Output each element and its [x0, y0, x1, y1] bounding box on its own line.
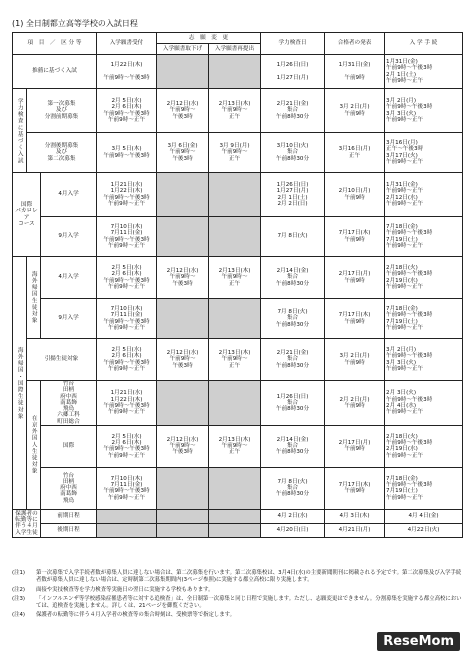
- label-kokusai: 国際 バカロレア コース: [13, 173, 41, 257]
- cell-happyo: 7月17日(木) 午前9時: [325, 467, 385, 509]
- cell-saiteishutsu: 2月13日(木) 午前9時～ 正午: [209, 257, 261, 299]
- cell-happyo: 2月10日(月) 午前9時: [325, 173, 385, 217]
- cell-happyo: 4月21日(月): [325, 523, 385, 537]
- row-zaikyo3: [13, 467, 463, 509]
- cell-tetsuzuki: 4月22日(火): [385, 523, 463, 537]
- cell-kensa: 1月26日(日) 集合 午前8時30分: [261, 381, 325, 426]
- cell-torisage: 3月 6日(金) 午前9時～ 午後3時: [157, 133, 209, 173]
- row-suisen: [13, 55, 463, 89]
- cell-tetsuzuki: 1月31日(金) 午前9時～正午 2月12日(水) 午前9時～正午: [385, 173, 463, 217]
- cell-saiteishutsu: 2月13日(木) 午前9時～ 正午: [209, 339, 261, 381]
- cell-blank: [157, 523, 209, 537]
- note-item: [12, 570, 462, 585]
- schedule-table: [12, 32, 463, 538]
- cell-gansho: 7月10日(木) 7月11日(金) 午前9時～午後3時 午前9時～正午: [97, 217, 157, 257]
- cell-blank: [209, 523, 261, 537]
- cell-kensa: 7月 8日(火): [261, 217, 325, 257]
- cell-blank: [209, 509, 261, 523]
- cell-tetsuzuki: 7月18日(金) 午前9時～午後3時 7月19日(土) 午前9時～正午: [385, 217, 463, 257]
- cell-happyo: 7月17日(木) 午前9時: [325, 299, 385, 339]
- cell-gansho: 1月22日(木) 午前9時～午後3時: [97, 55, 157, 89]
- label-kokusai-apr: 4月入学: [41, 173, 97, 217]
- cell-blank: [209, 217, 261, 257]
- row-hogosha-zenki: [13, 509, 463, 523]
- label-hogosha-kouki: 後期日程: [41, 523, 97, 537]
- header-kensa: 学力検査日: [261, 33, 325, 55]
- cell-kensa: 2月14日(金) 集合 午前8時30分: [261, 425, 325, 467]
- cell-gansho: 7月10日(木) 7月11日(金) 午前9時～午後3時 午前9時～正午: [97, 467, 157, 509]
- cell-blank: [209, 173, 261, 217]
- header-row: [13, 33, 463, 44]
- note-item: [12, 596, 462, 611]
- cell-happyo: 7月17日(木) 午前9時: [325, 217, 385, 257]
- cell-tetsuzuki: 1月31日(金) 午前9時～午後3時 2月 1日(土) 午前9時～正午: [385, 55, 463, 89]
- row-zaikyo1: [13, 381, 463, 426]
- row-zaikyo2: [13, 425, 463, 467]
- note-key: (注2): [12, 586, 26, 593]
- note-text: 面接や実技検査等を学力検査等実施日の翌日に実施する学校もあります。: [36, 586, 214, 593]
- cell-tetsuzuki: 3月 2日(月) 午前9時～午後3時 3月 3日(火) 午前9時～正午: [385, 89, 463, 133]
- note-key: (注3): [12, 595, 26, 602]
- row-ippan1: [13, 89, 463, 133]
- label-hogosha-zenki: 前期日程: [41, 509, 97, 523]
- cell-gansho: 2月 5日(水) 2月 6日(木) 午前9時～午後3時 午前9時～正午: [97, 339, 157, 381]
- header-saiteishutsu: 入学願書再提出: [209, 44, 261, 55]
- note-item: [12, 587, 462, 594]
- resemom-logo: ReseMom: [377, 632, 460, 651]
- cell-happyo: 3月 2日(月) 午前9時: [325, 339, 385, 381]
- cell-torisage: 2月12日(水) 午前9時～ 午後3時: [157, 339, 209, 381]
- cell-blank: [157, 173, 209, 217]
- cell-blank: [157, 509, 209, 523]
- cell-kensa: 1月26日(日) 1月27日(月) 2月 1日(土) 2月 2日(日): [261, 173, 325, 217]
- cell-kensa: 2月21日(金) 集合 午前8時30分: [261, 339, 325, 381]
- cell-kensa: 7月 8日(火) 集合 午前8時30分: [261, 299, 325, 339]
- cell-blank: [157, 55, 209, 89]
- label-gakuryoku-group: 学力検査に基づく入試: [13, 89, 27, 173]
- cell-saiteishutsu: 2月13日(木) 午前9時～ 正午: [209, 89, 261, 133]
- note-text: 第一次募集で入学手続者数が募集人員に達しない場合は、第二次募集を行います。第二次募集校は、3月4日(水)の主要新聞朝刊に掲載される予定です。第二次募集及び入学手続者数が募集人員に達しない場合は、定時制第二次募集期間内(3ページ参照)に実施する都立高校に限り実施します。: [36, 570, 462, 584]
- cell-blank: [209, 55, 261, 89]
- cell-kensa: 4月20日(日): [261, 523, 325, 537]
- cell-blank: [157, 217, 209, 257]
- header-shigan-henkou: 志 願 変 更: [157, 33, 261, 44]
- page-title: (1) 全日制都立高等学校の入試日程: [12, 19, 138, 28]
- header-kubun: 項 目 ／ 区 分 等: [13, 33, 97, 55]
- cell-happyo: 1月31日(金) 午前9時: [325, 55, 385, 89]
- note-text: 「インフルエンザ等学校感染症罹患者等に対する追検査」は、全日制第一次募集と同じ日程で実施します。ただし、志願変更はできません。分割募集を実施する都立高校においては、追検査を実施しません。詳しくは、21ページを御覧ください。: [36, 595, 462, 610]
- cell-blank: [209, 381, 261, 426]
- label-zaikyo1-schools: 竹台 田柄 府中西 南葛飾 飛鳥 六郷工科 町田総合: [41, 381, 97, 426]
- note-text: 保護者の転勤等に伴う４月入学者の検査等の集合時刻は、受検票等で指定します。: [36, 612, 236, 619]
- cell-gansho: 2月 5日(水) 2月 6日(木) 午前9時～午後3時 午前9時～正午: [97, 425, 157, 467]
- cell-kensa: 2月14日(金) 集合 午前8時30分: [261, 257, 325, 299]
- cell-gansho: 1月21日(水) 1月22日(木) 午前9時～午後3時 午前9時～正午: [97, 173, 157, 217]
- label-ippan2: 分割後期募集 及び 第二次募集: [27, 133, 97, 173]
- label-suisen: 推薦に基づく入試: [13, 55, 97, 89]
- cell-happyo: 2月17日(月) 午前9時: [325, 257, 385, 299]
- note-item: [12, 612, 462, 619]
- header-happyo: 合格者の発表: [325, 33, 385, 55]
- cell-blank: [97, 509, 157, 523]
- label-zaikyo2-schools: 国際: [41, 425, 97, 467]
- cell-gansho: 1月21日(水) 1月22日(木) 午前9時～午後3時 午前9時～正午: [97, 381, 157, 426]
- label-kaigai-group: 海外帰国・国際生徒対象: [13, 257, 27, 510]
- note-key: (注1): [12, 570, 26, 576]
- cell-kensa: 1月26日(日) 1月27日(月): [261, 55, 325, 89]
- cell-gansho: 3月 5日(木) 午前9時～午後3時: [97, 133, 157, 173]
- cell-gansho: 7月10日(木) 7月11日(金) 午前9時～午後3時 午前9時～正午: [97, 299, 157, 339]
- label-hikiage: 引揚生徒対象: [27, 339, 97, 381]
- cell-blank: [209, 299, 261, 339]
- row-hogosha-kouki: [13, 523, 463, 537]
- cell-blank: [157, 299, 209, 339]
- header-tetsuzuki: 入 学 手 続: [385, 33, 463, 55]
- note-key: (注4): [12, 612, 26, 619]
- cell-gansho: 2月 5日(水) 2月 6日(木) 午前9時～午後3時 午前9時～正午: [97, 257, 157, 299]
- label-ippan1: 第一次募集 及び 分割前期募集: [27, 89, 97, 133]
- notes: [12, 570, 462, 622]
- cell-tetsuzuki: 7月18日(金) 午前9時～午後3時 7月19日(土) 午前9時～正午: [385, 299, 463, 339]
- row-ippan2: [13, 133, 463, 173]
- row-kaigai-sep: [13, 299, 463, 339]
- label-hogosha: 保護者の 転勤等に 伴う４月 入学生徒: [13, 509, 41, 537]
- header-gansho: 入学願書受付: [97, 33, 157, 55]
- cell-blank: [97, 523, 157, 537]
- row-hikiage: [13, 339, 463, 381]
- row-kaigai-apr: [13, 257, 463, 299]
- cell-tetsuzuki: 2月 3日(火) 午前9時～午後3時 2月 4日(水) 午前9時～正午: [385, 381, 463, 426]
- cell-happyo: 2月 2日(月) 午前9時: [325, 381, 385, 426]
- header-torisage: 入学願書取下げ: [157, 44, 209, 55]
- cell-tetsuzuki: 7月18日(金) 午前9時～午後3時 7月19日(土) 午前9時～正午: [385, 467, 463, 509]
- cell-happyo: 4月 3日(木): [325, 509, 385, 523]
- cell-tetsuzuki: 2月18日(火) 午前9時～午後3時 2月19日(水) 午前9時～正午: [385, 425, 463, 467]
- cell-torisage: 2月12日(水) 午前9時～ 午後3時: [157, 89, 209, 133]
- cell-kensa: 4月 2日(水): [261, 509, 325, 523]
- cell-blank: [209, 467, 261, 509]
- label-kaigai: 海外帰国生徒対象: [27, 257, 41, 339]
- row-kokusai-sep: [13, 217, 463, 257]
- cell-happyo: 3月 2日(月) 午前9時: [325, 89, 385, 133]
- cell-tetsuzuki: 3月 2日(月) 午前9時～午後3時 3月 3日(火) 午前9時～正午: [385, 339, 463, 381]
- cell-tetsuzuki: 4月 4日(金): [385, 509, 463, 523]
- cell-kensa: 2月21日(金) 集合 午前8時30分: [261, 89, 325, 133]
- cell-saiteishutsu: 3月 9日(月) 午前9時～ 正午: [209, 133, 261, 173]
- cell-happyo: 2月17日(月) 午前9時: [325, 425, 385, 467]
- schedule-table-container: [12, 32, 462, 546]
- label-kaigai-sep: 9月入学: [41, 299, 97, 339]
- cell-torisage: 2月12日(水) 午前9時～ 午後3時: [157, 425, 209, 467]
- label-zaikyo-group: 在京外国人生徒対象: [27, 381, 41, 510]
- cell-gansho: 2月 5日(水) 2月 6日(木) 午前9時～午後3時 午前9時～正午: [97, 89, 157, 133]
- cell-torisage: 2月12日(水) 午前9時～ 午後3時: [157, 257, 209, 299]
- cell-blank: [157, 381, 209, 426]
- label-kokusai-sep: 9月入学: [41, 217, 97, 257]
- cell-tetsuzuki: 2月18日(火) 午前9時～午後3時 2月19日(水) 午前9時～正午: [385, 257, 463, 299]
- label-zaikyo3-schools: 竹台 田柄 府中西 南葛飾 飛鳥: [41, 467, 97, 509]
- cell-saiteishutsu: 2月13日(木) 午前9時～ 正午: [209, 425, 261, 467]
- label-kaigai-apr: 4月入学: [41, 257, 97, 299]
- cell-tetsuzuki: 3月16日(月) 正午～午後3時 3月17日(火) 午前9時～正午: [385, 133, 463, 173]
- row-kokusai-apr: [13, 173, 463, 217]
- cell-happyo: 3月16日(月) 正午: [325, 133, 385, 173]
- cell-blank: [157, 467, 209, 509]
- cell-kensa: 3月10日(火) 集合 午前8時30分: [261, 133, 325, 173]
- cell-kensa: 7月 8日(火) 集合 午前8時30分: [261, 467, 325, 509]
